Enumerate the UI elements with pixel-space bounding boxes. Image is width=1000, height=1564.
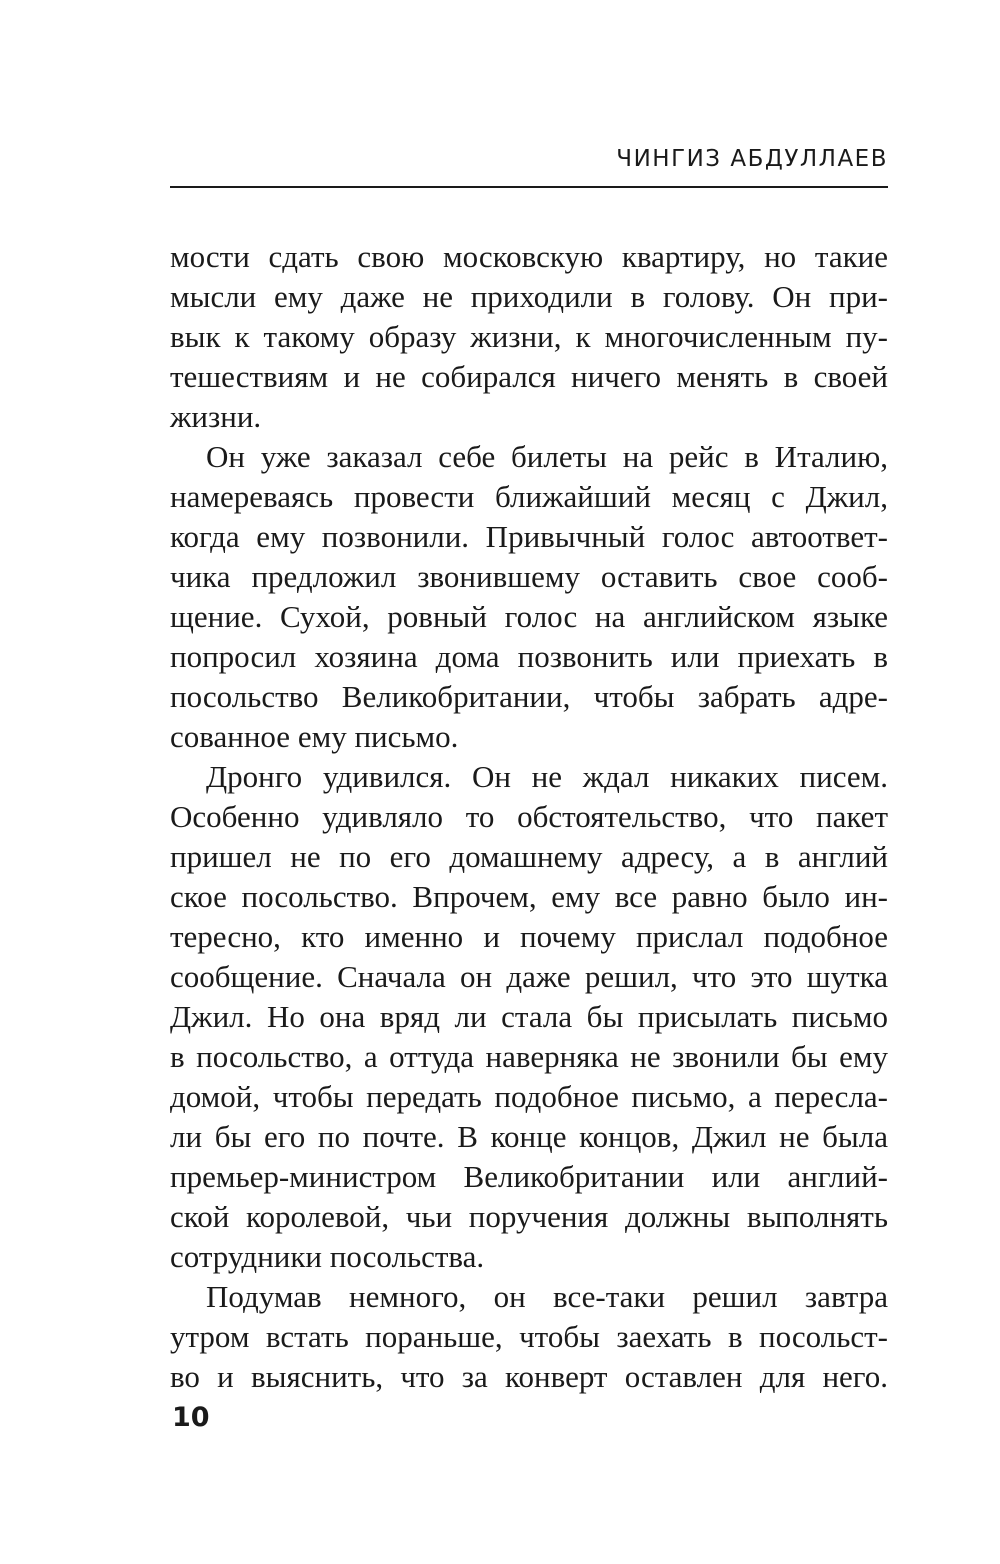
- header-rule: [170, 186, 888, 188]
- page-number: 10: [172, 1402, 210, 1433]
- text-line: тешествиям и не собирался ничего менять в своей: [170, 359, 888, 394]
- text-line: тересно, кто именно и почему прислал подобное: [170, 919, 888, 954]
- text-line: в посольство, а оттуда наверняка не звонили бы ему: [170, 1039, 888, 1074]
- text-line: жизни.: [170, 399, 262, 434]
- text-line: Джил. Но она вряд ли стала бы присылать письмо: [170, 999, 888, 1034]
- text-line: утром встать пораньше, чтобы заехать в посольст-: [170, 1319, 888, 1354]
- text-line: когда ему позвонили. Привычный голос автоответ-: [170, 519, 888, 554]
- text-line: во и выяснить, что за конверт оставлен для него.: [170, 1359, 888, 1394]
- text-line: ли бы его по почте. В конце концов, Джил не была: [170, 1119, 888, 1154]
- text-line: попросил хозяина дома позвонить или приехать в: [170, 639, 888, 674]
- body-text: [170, 237, 888, 1397]
- paragraph-4: [170, 1277, 888, 1397]
- text-line: сованное ему письмо.: [170, 719, 459, 754]
- text-line: Подумав немного, он все-таки решил завтра: [206, 1279, 888, 1314]
- text-line: Дронго удивился. Он не ждал никаких писем.: [206, 759, 888, 794]
- text-line: чика предложил звонившему оставить свое сооб-: [170, 559, 888, 594]
- text-line: щение. Сухой, ровный голос на английском языке: [170, 599, 888, 634]
- text-line: ской королевой, чьи поручения должны выполнять: [170, 1199, 888, 1234]
- text-line: сообщение. Сначала он даже решил, что это шутка: [170, 959, 888, 994]
- paragraph-1: [170, 237, 888, 437]
- text-line: премьер-министром Великобритании или англий-: [170, 1159, 888, 1194]
- text-line: Он уже заказал себе билеты на рейс в Италию,: [206, 439, 888, 474]
- paragraph-2: [170, 437, 888, 757]
- text-line: вык к такому образу жизни, к многочисленным пу-: [170, 319, 888, 354]
- paragraph-3: [170, 757, 888, 1277]
- text-line: ское посольство. Впрочем, ему все равно было ин-: [170, 879, 888, 914]
- text-line: сотрудники посольства.: [170, 1239, 485, 1274]
- text-line: посольство Великобритании, чтобы забрать адре-: [170, 679, 888, 714]
- text-line: пришел не по его домашнему адресу, а в англий: [170, 839, 888, 874]
- running-head-author: ЧИНГИЗ АБДУЛЛАЕВ: [616, 146, 888, 172]
- text-line: намереваясь провести ближайший месяц с Джил,: [170, 479, 888, 514]
- text-line: мысли ему даже не приходили в голову. Он при-: [170, 279, 888, 314]
- text-line: Особенно удивляло то обстоятельство, что пакет: [170, 799, 888, 834]
- text-line: мости сдать свою московскую квартиру, но такие: [170, 239, 888, 274]
- text-line: домой, чтобы передать подобное письмо, а пересла-: [170, 1079, 888, 1114]
